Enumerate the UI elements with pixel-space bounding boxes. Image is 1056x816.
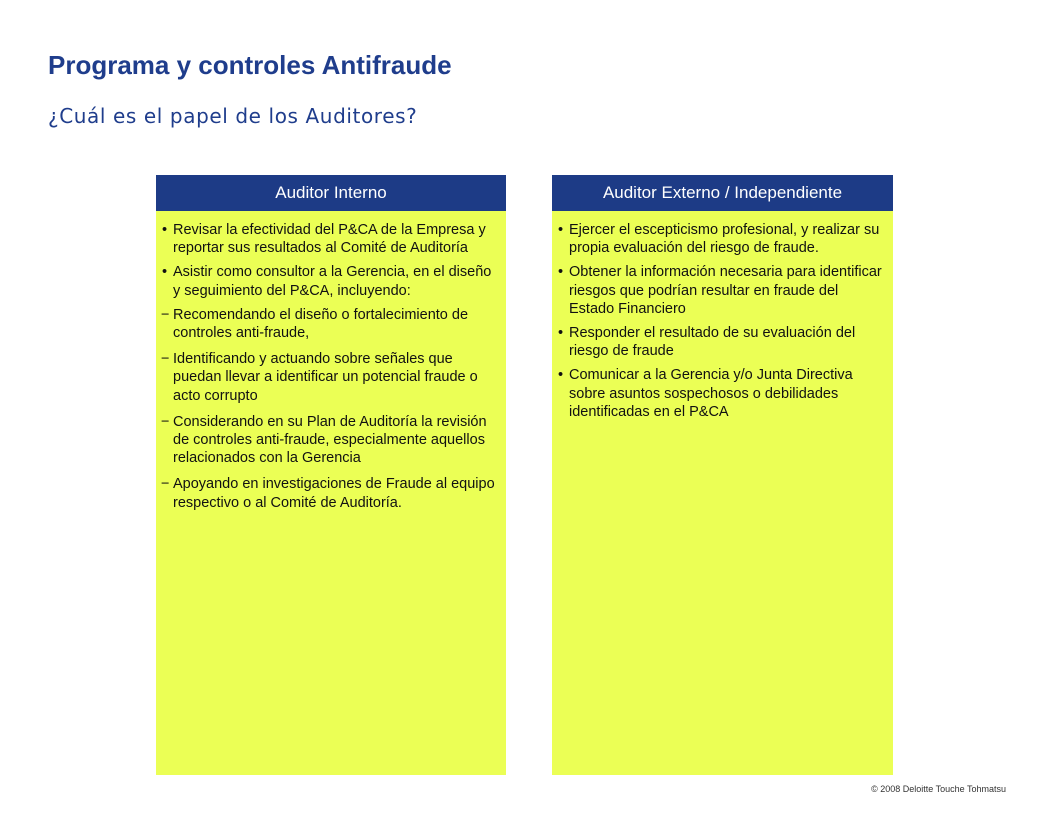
list-item-text: Considerando en su Plan de Auditoría la revisión de controles anti-fraude, especialmente aquellos relacionados con la Gerencia: [173, 413, 487, 467]
dash-marker: −: [161, 413, 170, 430]
list-item-text: Comunicar a la Gerencia y/o Junta Directiva sobre asuntos sospechosos o debilidades identificadas en el P&CA: [569, 367, 853, 420]
page-title: Programa y controles Antifraude: [48, 50, 452, 80]
page-subtitle: ¿Cuál es el papel de los Auditores?: [48, 104, 418, 128]
bullet-marker: •: [558, 325, 564, 342]
dash-marker: −: [161, 476, 170, 493]
list-item: [558, 366, 883, 421]
list-item-text: Recomendando el diseño o fortalecimiento de controles anti-fraude,: [173, 306, 469, 342]
dash-marker: −: [161, 351, 170, 368]
list-item-text: Identificando y actuando sobre señales que puedan llevar a identificar un potencial fraude o acto corrupto: [173, 351, 478, 404]
list-item-text: Obtener la información necesaria para identificar riesgos que podrían resultar en fraude del Estado Financiero: [569, 264, 882, 317]
internal-auditor-list: [156, 211, 506, 512]
list-item-text: Revisar la efectividad del P&CA de la Empresa y reportar sus resultados al Comité de Auditoría: [173, 222, 486, 257]
list-item: [162, 221, 496, 257]
list-item-text: Asistir como consultor a la Gerencia, en el diseño y seguimiento del P&CA, incluyendo:: [173, 264, 492, 299]
bullet-marker: •: [162, 264, 168, 281]
list-subitem: [162, 413, 496, 468]
list-item-text: Ejercer el escepticismo profesional, y realizar su propia evaluación del riesgo de fraude.: [569, 222, 880, 257]
column-internal-auditor-header: Auditor Interno: [156, 175, 506, 211]
column-internal-auditor: [156, 175, 506, 775]
bullet-marker: •: [558, 264, 564, 281]
list-subitem: [162, 350, 496, 405]
list-subitem: [162, 306, 496, 342]
column-external-auditor-header: Auditor Externo / Independiente: [552, 175, 893, 211]
copyright-notice: © 2008 Deloitte Touche Tohmatsu: [871, 784, 1006, 794]
list-item: [558, 263, 883, 318]
dash-marker: −: [161, 306, 170, 323]
list-item: [162, 263, 496, 299]
list-item: [558, 221, 883, 257]
bullet-marker: •: [558, 222, 564, 238]
bullet-marker: •: [162, 222, 168, 238]
list-item: [558, 324, 883, 360]
list-subitem: [162, 475, 496, 511]
external-auditor-list: [552, 211, 893, 421]
bullet-marker: •: [558, 367, 564, 384]
list-item-text: Responder el resultado de su evaluación del riesgo de fraude: [569, 325, 856, 360]
list-item-text: Apoyando en investigaciones de Fraude al equipo respectivo o al Comité de Auditoría.: [173, 476, 495, 511]
column-external-auditor: [552, 175, 893, 775]
